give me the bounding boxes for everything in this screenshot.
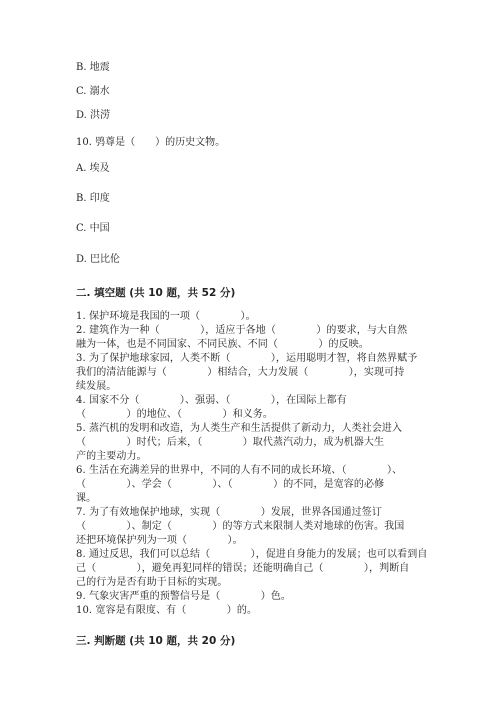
- fill-line: 6. 生活在充满差异的世界中，不同的人有不同的成长环境、（ ）、: [76, 465, 403, 476]
- fill-line: 2. 建筑作为一种（ ），适应于各地（ ）的要求，与大自然: [76, 325, 408, 336]
- fill-line: 8. 通过反思，我们可以总结（ ），促进自身能力的发展；也可以看到自: [76, 549, 428, 560]
- choice-c-drowning: C. 溺水: [76, 86, 110, 97]
- fill-line: 己的行为是否有助于目标的实现。: [76, 577, 228, 588]
- fill-line: （ ）、制定（ ）的等方式来限制人类对地球的伤害。我国: [76, 521, 405, 532]
- choice-b-india: B. 印度: [76, 193, 110, 204]
- fill-line: 己（ ），避免再犯同样的错误；还能明确自己（ ），判断自: [76, 563, 410, 574]
- fill-line: 续发展。: [76, 381, 117, 392]
- fill-line: 还把环境保护列为一项（ ）。: [76, 535, 243, 546]
- choice-d-flood: D. 洪涝: [76, 110, 111, 121]
- fill-line: 融为一体，也是不同国家、不同民族、不同（ ）的反映。: [76, 339, 369, 350]
- question-10: 10. 鸮尊是（ ）的历史文物。: [76, 137, 226, 148]
- fill-line: 1. 保护环境是我国的一项（ ）。: [76, 311, 256, 322]
- fill-line: 9. 气象灾害严重的预警信号是（ ）色。: [76, 591, 292, 602]
- choice-d-babylon: D. 巴比伦: [76, 254, 121, 265]
- section-title-true-false: 三. 判断题 (共 10 题，共 20 分): [76, 635, 236, 647]
- fill-line: 10. 宽容是有限度、有（ ）的。: [76, 605, 258, 616]
- choice-a-egypt: A. 埃及: [76, 163, 110, 174]
- fill-line: 5. 蒸汽机的发明和改造，为人类生产和生活提供了新动力，人类社会进入: [76, 423, 403, 434]
- fill-line: 产的主要动力。: [76, 451, 147, 462]
- fill-line: （ ）时代；后来，（ ）取代蒸汽动力，成为机器大生: [76, 437, 385, 448]
- fill-line: （ ）的地位、（ ）和义务。: [76, 409, 273, 420]
- choice-c-china: C. 中国: [76, 223, 110, 234]
- section-title-fill-in: 二. 填空题 (共 10 题，共 52 分): [76, 287, 236, 299]
- choice-b-earthquake: B. 地震: [76, 62, 110, 73]
- fill-line: 4. 国家不分（ ）、强弱、（ ），在国际上都有: [76, 395, 347, 406]
- fill-line: 7. 为了有效地保护地球，实现（ ）发展，世界各国通过签订: [76, 507, 382, 518]
- fill-line: 课。: [76, 493, 97, 504]
- fill-line: （ ）、学会（ ）、（ ）的不同，是宽容的必修: [76, 479, 385, 490]
- fill-line: 3. 为了保护地球家园，人类不断（ ），运用聪明才智，将自然界赋予: [76, 353, 418, 364]
- fill-line: 我们的清洁能源与（ ）相结合，大力发展（ ），实现可持: [76, 367, 405, 378]
